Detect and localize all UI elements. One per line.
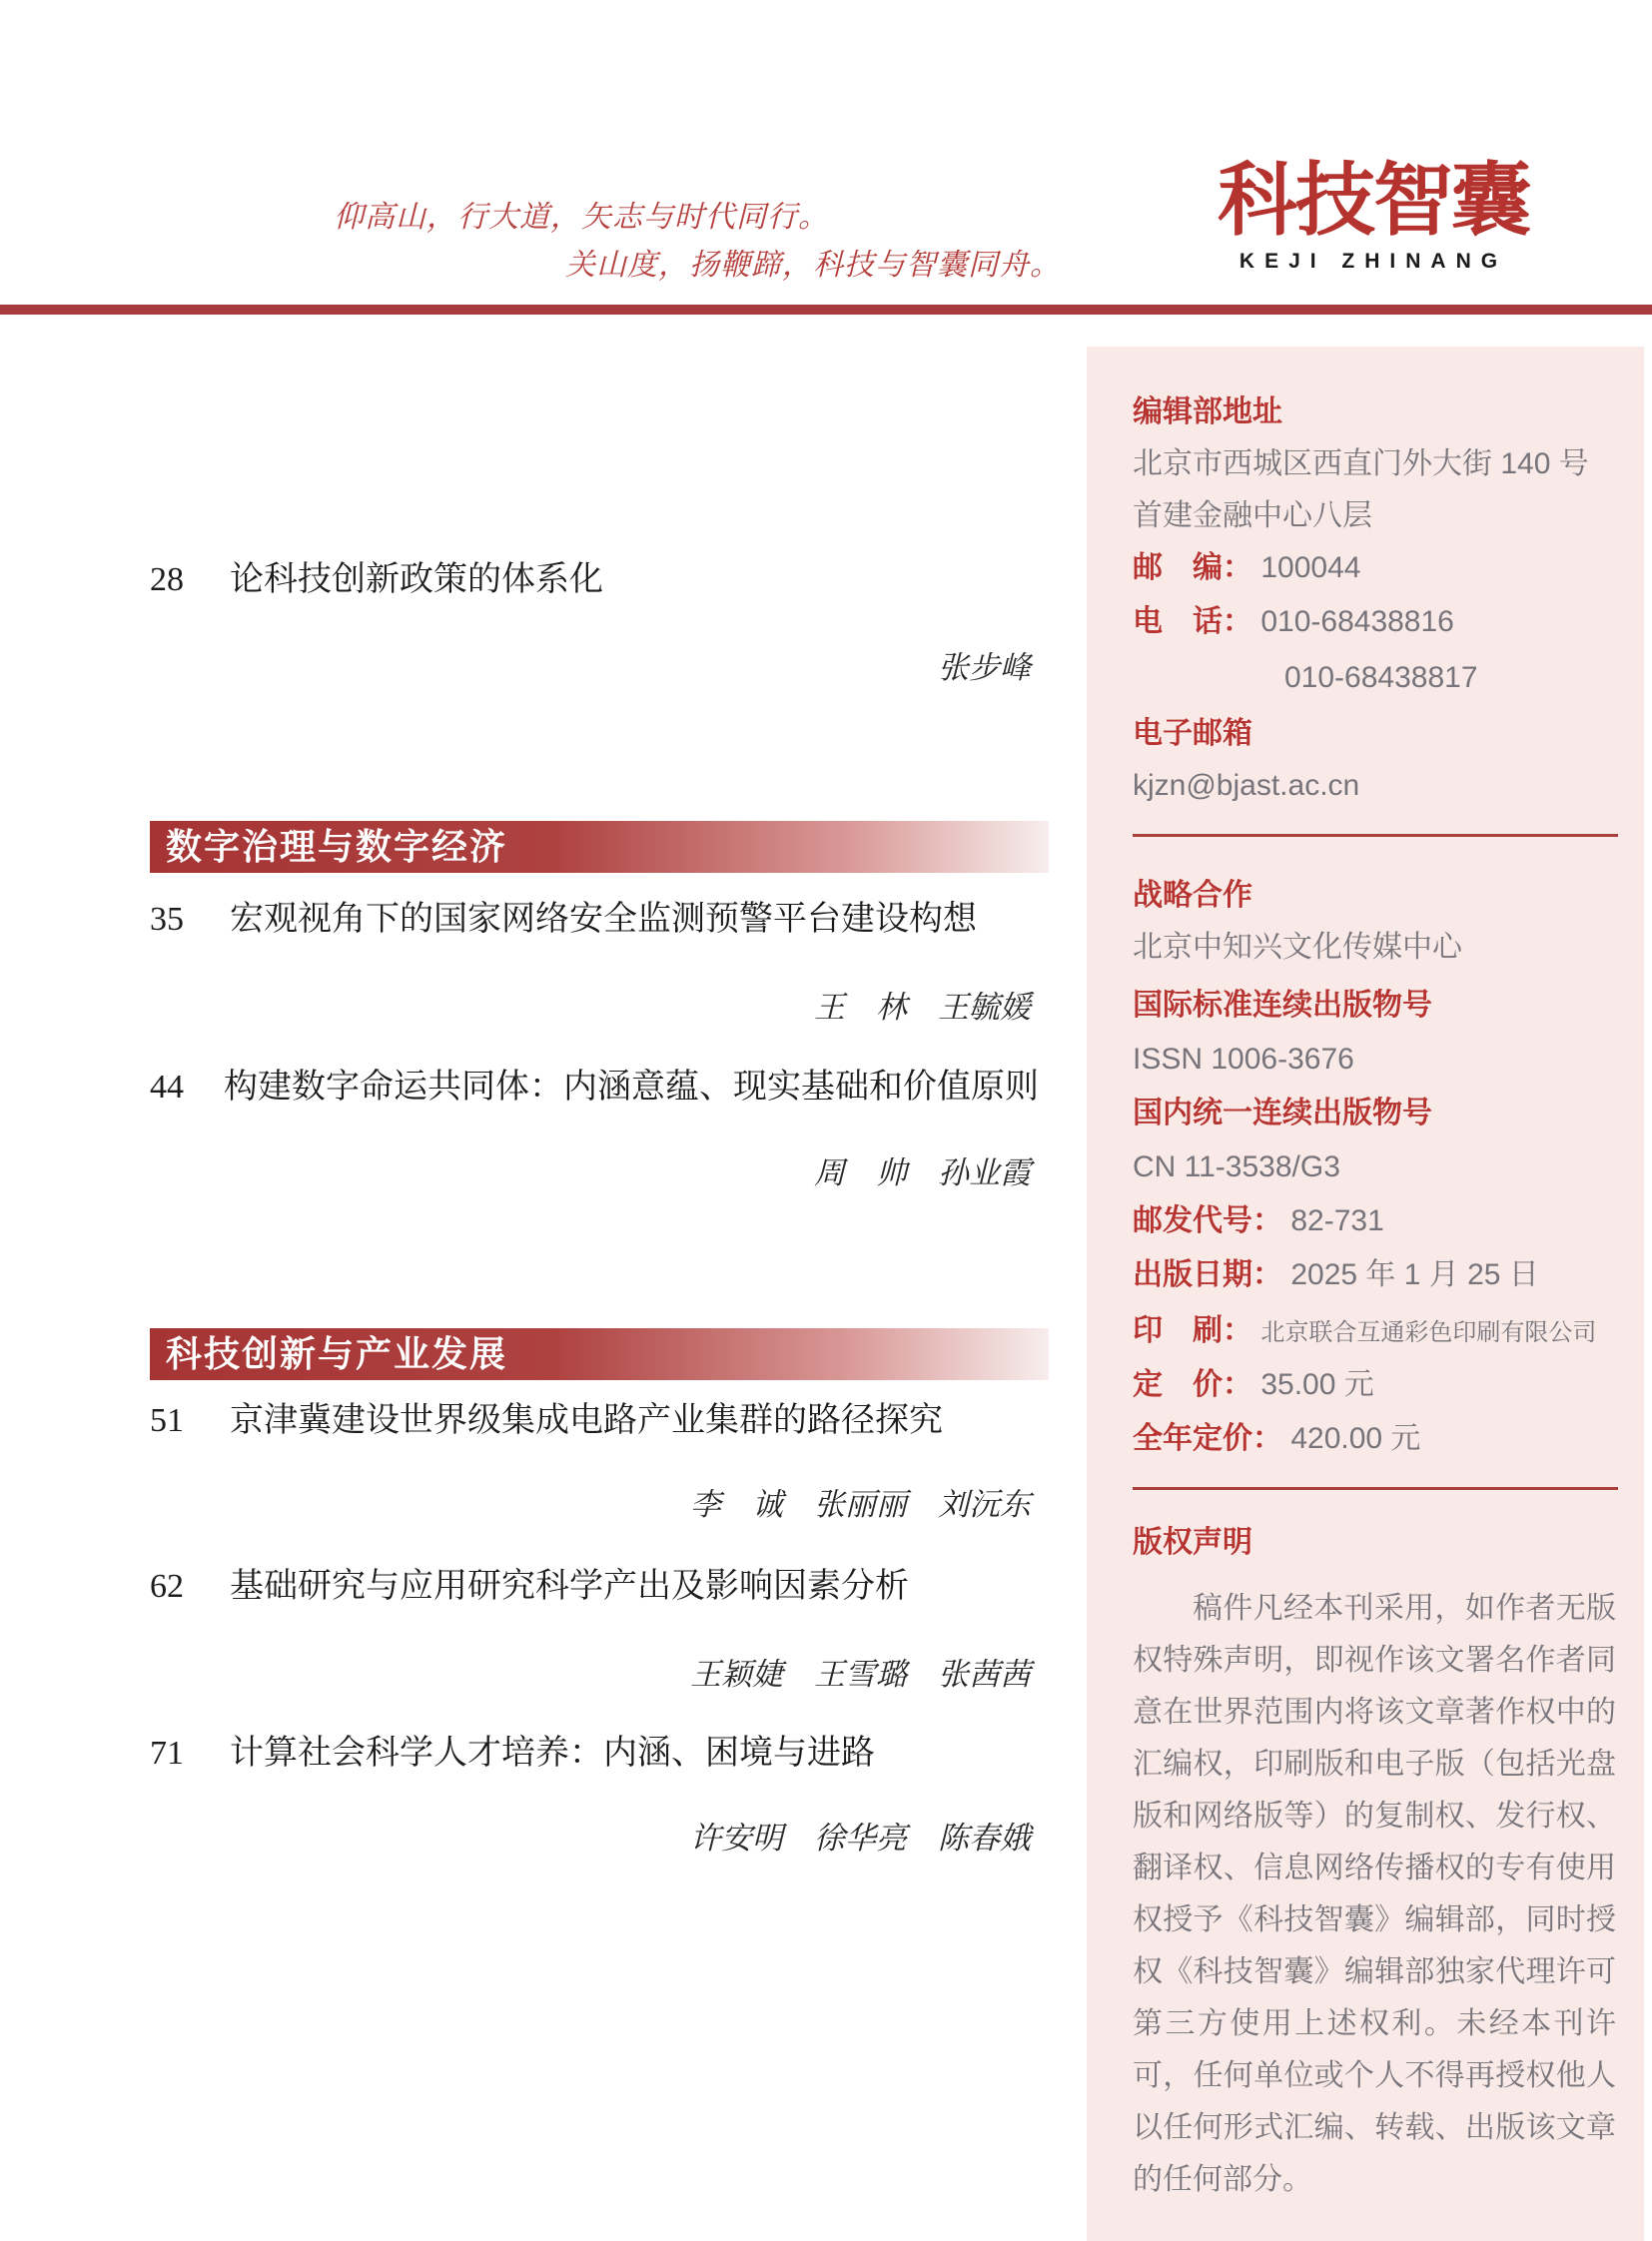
sidebar-divider (1133, 1487, 1618, 1490)
toc-entry (150, 1400, 1039, 1442)
phone-number-1: 010-68438816 (1260, 605, 1454, 638)
postcode-value: 100044 (1260, 551, 1361, 584)
toc-title: 基础研究与应用研究科学产出及影响因素分析 (230, 1568, 909, 1605)
postal-code-row (1133, 1203, 1384, 1239)
toc-authors: 张步峰 (938, 650, 1031, 685)
toc-entry (150, 559, 1039, 601)
email-label: 电子邮箱 (1133, 717, 1252, 750)
toc-title: 计算社会科学人才培养：内涵、困境与进路 (230, 1735, 875, 1772)
postcode-label: 邮 编： (1133, 551, 1252, 584)
toc-title: 论科技创新政策的体系化 (230, 561, 603, 598)
journal-info-sidebar (1087, 347, 1644, 2241)
postcode-row (1133, 550, 1360, 586)
toc-page-number: 28 (150, 561, 184, 598)
postal-code-value: 82-731 (1290, 1204, 1384, 1237)
phone-row (1133, 604, 1454, 640)
phone-number-2: 010-68438817 (1284, 661, 1478, 694)
section-heading-digital-governance: 数字治理与数字经济 (150, 821, 1049, 873)
journal-logo-english: KEJI ZHINANG (1239, 250, 1508, 273)
toc-page-number: 51 (150, 1402, 184, 1439)
publish-date-value: 2025 年 1 月 25 日 (1290, 1258, 1539, 1291)
toc-page-number: 71 (150, 1735, 184, 1772)
annual-price-value: 420.00 元 (1290, 1422, 1421, 1455)
toc-title: 构建数字命运共同体：内涵意蕴、现实基础和价值原则 (224, 1069, 1039, 1106)
toc-entry (150, 1733, 1039, 1775)
toc-authors: 周 帅 孙业霞 (814, 1155, 1031, 1190)
issn-value: ISSN 1006-3676 (1133, 1043, 1354, 1076)
partner-value: 北京中知兴文化传媒中心 (1133, 931, 1462, 964)
toc-page-number: 62 (150, 1568, 184, 1605)
copyright-label: 版权声明 (1133, 1526, 1252, 1559)
sidebar-divider (1133, 834, 1618, 837)
address-line-1: 北京市西城区西直门外大街 140 号 (1133, 447, 1589, 480)
toc-title: 宏观视角下的国家网络安全监测预警平台建设构想 (230, 901, 977, 938)
printer-row (1133, 1313, 1596, 1351)
postal-code-label: 邮发代号： (1133, 1204, 1282, 1237)
publish-date-label: 出版日期： (1133, 1258, 1282, 1291)
annual-price-label: 全年定价： (1133, 1422, 1282, 1455)
phone-label: 电 话： (1133, 605, 1252, 638)
price-label: 定 价： (1133, 1368, 1252, 1401)
toc-authors: 李 诚 张丽丽 刘沅东 (690, 1487, 1031, 1522)
printer-value: 北京联合互通彩色印刷有限公司 (1260, 1319, 1597, 1346)
partner-label: 战略合作 (1133, 879, 1252, 912)
annual-price-row (1133, 1421, 1420, 1457)
toc-authors: 王 林 王毓媛 (814, 990, 1031, 1025)
copyright-text: 稿件凡经本刊采用，如作者无版权特殊声明，即视作该文署名作者同意在世界范围内将该文章著作权中的汇编权，印刷版和电子版（包括光盘版和网络版等）的复制权、发行权、翻译权、信息网络传播权的专有使用权授予《科技智囊》编辑部，同时授权《科技智囊》编辑部独家代理许可第三方使用上述权利。未经本刊许可，任何单位或个人不得再授权他人以任何形式汇编、转载、出版该文章的任何部分。 (1133, 1592, 1616, 2196)
toc-page-number: 44 (150, 1069, 184, 1106)
toc-entry (150, 1067, 1039, 1109)
printer-label: 印 刷： (1133, 1314, 1252, 1347)
toc-entry (150, 1566, 1039, 1608)
journal-logo-chinese: 科技智囊 (1218, 153, 1529, 247)
price-row (1133, 1367, 1374, 1403)
header-rule (0, 305, 1652, 315)
toc-page-number: 35 (150, 901, 184, 938)
toc-authors: 王颖婕 王雪璐 张茜茜 (690, 1657, 1031, 1692)
slogan-line-2: 关山度，扬鞭蹄，科技与智囊同舟。 (565, 249, 1061, 282)
address-line-2: 首建金融中心八层 (1133, 499, 1372, 532)
issn-label: 国际标准连续出版物号 (1133, 989, 1432, 1022)
slogan-line-1: 仰高山，行大道，矢志与时代同行。 (334, 201, 829, 234)
email-value: kjzn@bjast.ac.cn (1133, 769, 1360, 802)
toc-title: 京津冀建设世界级集成电路产业集群的路径探究 (230, 1402, 943, 1439)
cn-number-value: CN 11-3538/G3 (1133, 1150, 1340, 1183)
address-label: 编辑部地址 (1133, 395, 1282, 428)
toc-entry (150, 899, 1039, 941)
toc-authors: 许安明 徐华亮 陈春娥 (690, 1821, 1031, 1856)
section-heading-tech-innovation: 科技创新与产业发展 (150, 1328, 1049, 1380)
cn-number-label: 国内统一连续出版物号 (1133, 1097, 1432, 1129)
price-value: 35.00 元 (1260, 1368, 1374, 1401)
journal-logo (1204, 150, 1543, 274)
publish-date-row (1133, 1257, 1539, 1293)
